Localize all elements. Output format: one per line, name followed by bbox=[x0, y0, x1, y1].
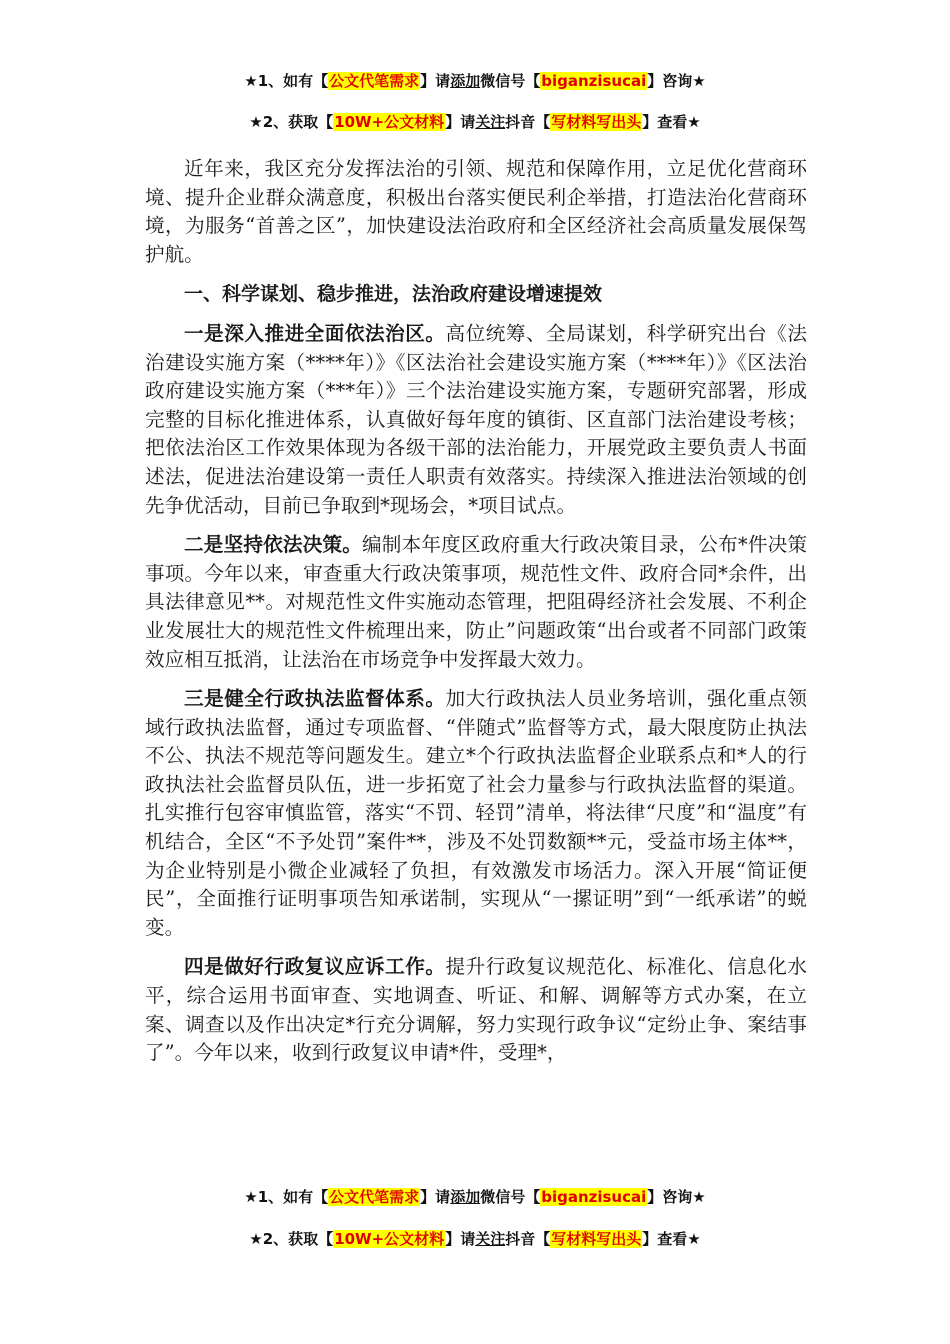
promo-highlight: 公文代笔需求 bbox=[329, 72, 420, 90]
paragraph-lead: 二是坚持依法决策。 bbox=[184, 533, 363, 557]
promo-suffix: 】查看★ bbox=[642, 1230, 701, 1248]
promo-text: 】请 bbox=[445, 1230, 476, 1248]
promo-line-top-1 bbox=[0, 69, 950, 93]
promo-prefix: ★1、如有【 bbox=[244, 1188, 329, 1206]
paragraph-lead: 四是做好行政复议应诉工作。 bbox=[184, 955, 446, 979]
paragraph-text: 编制本年度区政府重大行政决策目录，公布*件决策事项。今年以来，审查重大行政决策事项，规范性文件、政府合同*余件，出具法律意见**。对规范性文件实施动态管理，把阻碍经济社会发展、不利企业发展壮大的规范性文件梳理出来，防止”问题政策“出台或者不同部门政策效应相互抵消，让法治在市场竞争中发挥最大效力。 bbox=[145, 533, 808, 671]
promo-emphasis: 关注 bbox=[475, 1230, 506, 1248]
paragraph-text: 提升行政复议规范化、标准化、信息化水平，综合运用书面审查、实地调查、听证、和解、调解等方式办案，在立案、调查以及作出决定*行充分调解，努力实现行政争议“定纷止争、案结事了”。今年以来，收到行政复议申请*件，受理*， bbox=[145, 955, 808, 1065]
paragraph-1 bbox=[145, 320, 807, 520]
promo-text: 】请 bbox=[420, 72, 451, 90]
promo-text: 】请 bbox=[445, 113, 476, 131]
section-heading: 一、科学谋划、稳步推进，法治政府建设增速提效 bbox=[184, 283, 603, 306]
promo-text: 抖音【 bbox=[505, 113, 551, 131]
paragraph-2 bbox=[145, 531, 807, 674]
promo-text: 】请 bbox=[420, 1188, 451, 1206]
promo-line-top-2 bbox=[0, 110, 950, 134]
promo-prefix: ★2、获取【 bbox=[249, 1230, 334, 1248]
promo-emphasis: 关注 bbox=[475, 113, 506, 131]
paragraph-text: 高位统筹、全局谋划，科学研究出台《法治建设实施方案（****年）》《区法治社会建设实施方案（****年）》《区法治政府建设实施方案（***年）》三个法治建设实施方案，专题研究部署，形成完整的目标化推进体系，认真做好每年度的镇街、区直部门法治建设考核；把依法治区工作效果体现为各级干部的法治能力，开展党政主要负责人书面述法，促进法治建设第一责任人职责有效落实。持续深入推进法治领域的创先争优活动，目前已争取到*现场会，*项目试点。 bbox=[145, 321, 808, 517]
promo-suffix: 】查看★ bbox=[642, 113, 701, 131]
promo-text: 微信号【 bbox=[480, 72, 541, 90]
promo-highlight: biganzisucai bbox=[541, 72, 647, 90]
document-body bbox=[145, 155, 807, 1068]
promo-text: 微信号【 bbox=[480, 1188, 541, 1206]
promo-prefix: ★2、获取【 bbox=[249, 113, 334, 131]
promo-highlight: biganzisucai bbox=[541, 1188, 647, 1206]
promo-highlight: 10W+公文材料 bbox=[334, 113, 445, 131]
promo-highlight: 写材料写出头 bbox=[551, 113, 642, 131]
promo-line-bottom-1 bbox=[0, 1185, 950, 1209]
promo-text: 抖音【 bbox=[505, 1230, 551, 1248]
paragraph-3 bbox=[145, 685, 807, 942]
promo-prefix: ★1、如有【 bbox=[244, 72, 329, 90]
paragraph-lead: 一是深入推进全面依法治区。 bbox=[184, 321, 446, 345]
promo-highlight: 写材料写出头 bbox=[551, 1230, 642, 1248]
promo-line-bottom-2 bbox=[0, 1227, 950, 1251]
promo-suffix: 】咨询★ bbox=[647, 72, 706, 90]
paragraph-text: 加大行政执法人员业务培训，强化重点领域行政执法监督，通过专项监督、“伴随式”监督等方式，最大限度防止执法不公、执法不规范等问题发生。建立*个行政执法监督企业联系点和*人的行政执法社会监督员队伍，进一步拓宽了社会力量参与行政执法监督的渠道。扎实推行包容审慎监管，落实“不罚、轻罚”清单，将法律“尺度”和“温度”有机结合，全区“不予处罚”案件**，涉及不处罚数额**元，受益市场主体**，为企业特别是小微企业减轻了负担，有效激发市场活力。深入开展“简证便民”，全面推行证明事项告知承诺制，实现从“一摞证明”到“一纸承诺”的蜕变。 bbox=[145, 687, 808, 939]
promo-emphasis: 添加 bbox=[450, 1188, 481, 1206]
promo-suffix: 】咨询★ bbox=[647, 1188, 706, 1206]
promo-emphasis: 添加 bbox=[450, 72, 481, 90]
paragraph-4 bbox=[145, 953, 807, 1067]
paragraph-lead: 三是健全行政执法监督体系。 bbox=[184, 687, 446, 711]
promo-highlight: 10W+公文材料 bbox=[334, 1230, 445, 1248]
promo-highlight: 公文代笔需求 bbox=[329, 1188, 420, 1206]
intro-paragraph: 近年来，我区充分发挥法治的引领、规范和保障作用，立足优化营商环境、提升企业群众满意度，积极出台落实便民利企举措，打造法治化营商环境，为服务“首善之区”，加快建设法治政府和全区经济社会高质量发展保驾护航。 bbox=[145, 157, 807, 266]
